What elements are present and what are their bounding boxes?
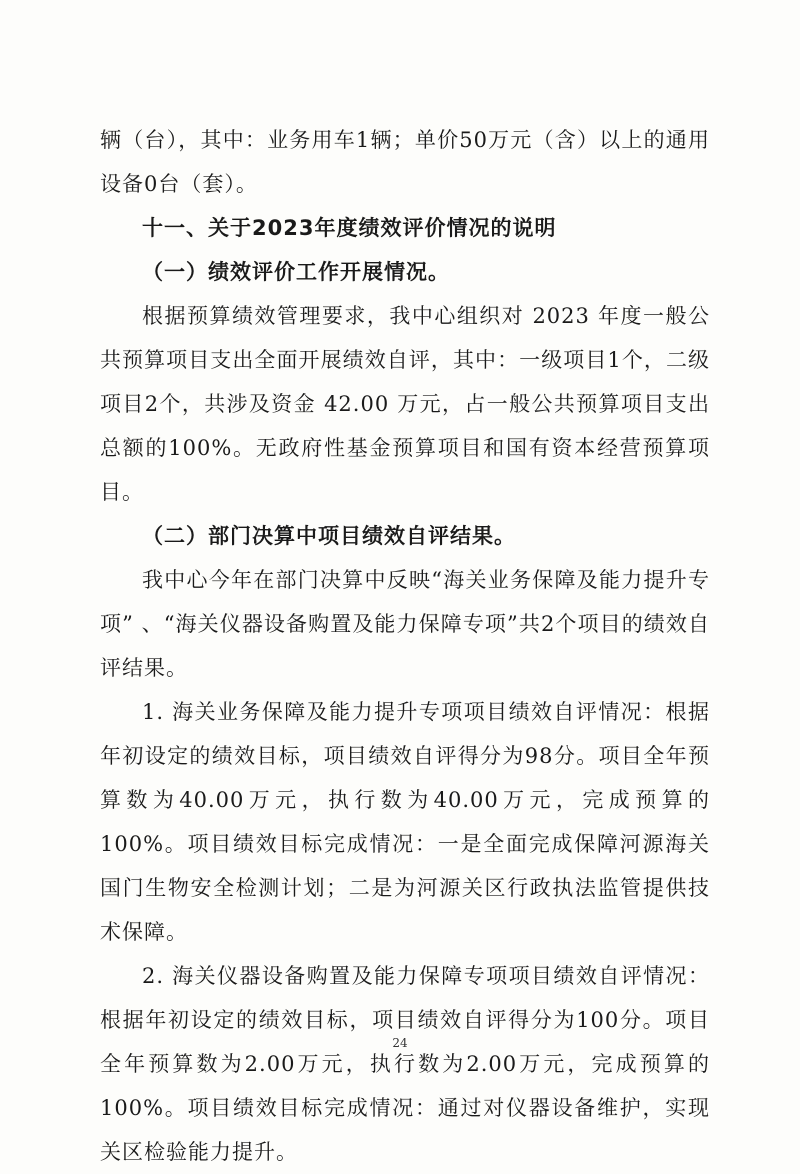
section-heading: 十一、关于2023年度绩效评价情况的说明 [142,216,557,240]
body-text [100,118,710,1174]
paragraph-project-2: 2. 海关仪器设备购置及能力保障专项项目绩效自评情况：根据年初设定的绩效目标，项目绩效自评得分为100分。项目全年预算数为2.00万元，执行数为2.00万元，完成预算的100%。项目绩效目标完成情况：通过对仪器设备维护，实现关区检验能力提升。 [100,964,710,1164]
paragraph-project-1: 1. 海关业务保障及能力提升专项项目绩效自评情况：根据年初设定的绩效目标，项目绩效自评得分为98分。项目全年预算数为40.00万元，执行数为40.00万元，完成预算的100%。项目绩效目标完成情况：一是全面完成保障河源海关国门生物安全检测计划；二是为河源关区行政执法监管提供技术保障。 [100,700,710,944]
subsection-heading-2: （二）部门决算中项目绩效自评结果。 [142,524,516,548]
paragraph-continuation: 辆（台），其中：业务用车1辆；单价50万元（含）以上的通用设备0台（套）。 [100,128,710,196]
page-number: 24 [392,1036,408,1050]
paragraph-evaluation: 根据预算绩效管理要求，我中心组织对 2023 年度一般公共预算项目支出全面开展绩效自评，其中：一级项目1个，二级项目2个，共涉及资金 42.00 万元，占一般公共预算项目支出总额的100%。无政府性基金预算项目和国有资本经营预算项目。 [100,304,710,504]
subsection-heading-1: （一）绩效评价工作开展情况。 [142,260,450,284]
paragraph-results-intro: 我中心今年在部门决算中反映“海关业务保障及能力提升专项” 、“海关仪器设备购置及能力保障专项”共2个项目的绩效自评结果。 [100,568,710,680]
